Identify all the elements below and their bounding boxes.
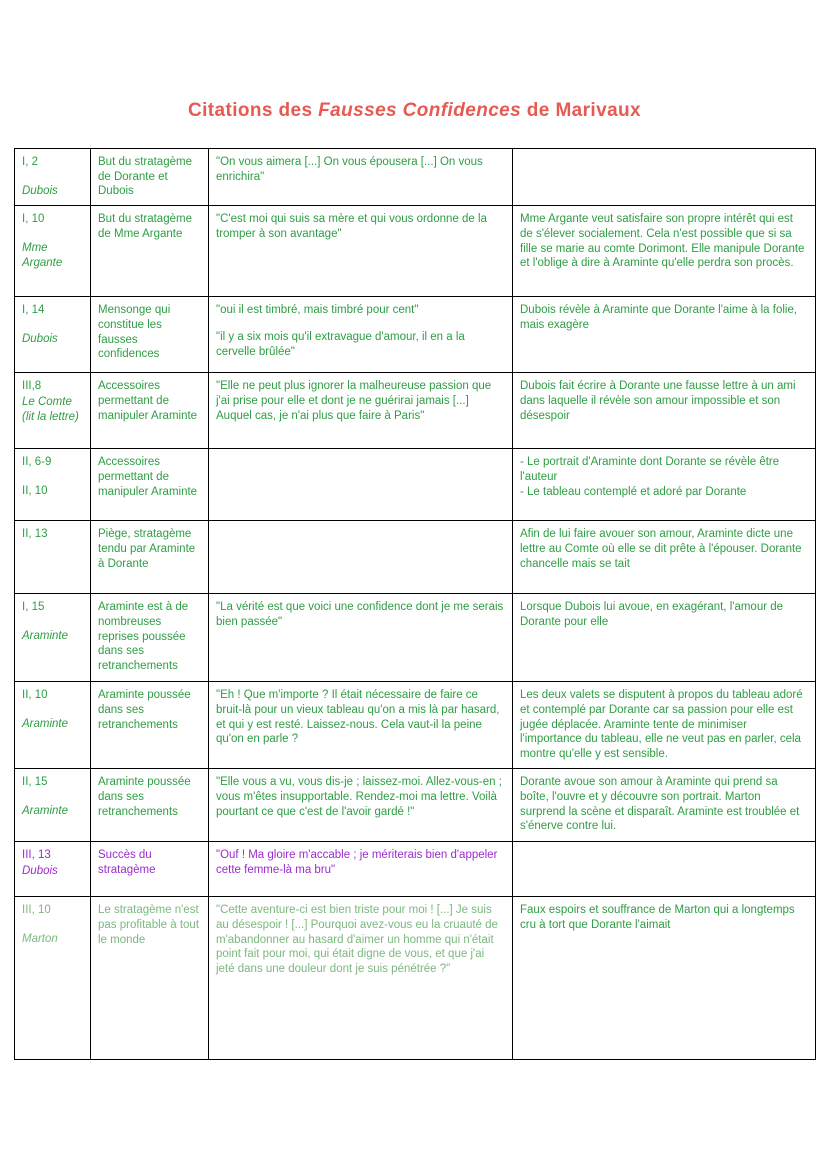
table-row (15, 682, 816, 769)
quote-text: "La vérité est que voici une confidence dont je me serais bien passée" (216, 601, 504, 628)
commentary-cell (513, 521, 816, 594)
quote-text: "On vous aimera [...] On vous épousera [...] On vous enrichira" (216, 156, 483, 183)
scene-ref: II, 10 (22, 689, 48, 702)
scene-ref: I, 14 (22, 304, 45, 317)
quote-text: "C'est moi qui suis sa mère et qui vous ordonne de la tromper à son avantage" (216, 213, 487, 240)
table-row (15, 149, 816, 206)
table-row (15, 897, 816, 1060)
context-cell (91, 682, 209, 769)
quote-cell (209, 449, 513, 521)
context-text: Araminte est à de nombreuses reprises poussée dans ses retranchements (98, 601, 189, 673)
context-cell (91, 769, 209, 842)
ref-cell (15, 297, 91, 373)
table-row (15, 206, 816, 297)
citations-table (14, 148, 816, 1060)
quote-cell (209, 149, 513, 206)
context-text: Succès du stratagème (98, 849, 156, 876)
quote-text: "il y a six mois qu'il extravague d'amour, il en a la cervelle brûlée" (216, 330, 465, 358)
context-cell (91, 206, 209, 297)
commentary-text: Les deux valets se disputent à propos du tableau adoré et contemplé par Dorante car sa passion pour elle est jugée déplacée. Araminte tente de minimiser l'importance du tableau, elle ne veut pas en parler, cela montre qu'elle y est sensible. (520, 689, 803, 761)
table-row (15, 594, 816, 682)
quote-text: "Elle ne peut plus ignorer la malheureuse passion que j'ai prise pour elle et dont je ne guérirai jamais [...] Auquel cas, je n'ai plus que faire à Paris" (216, 380, 492, 422)
commentary-text: Dubois révèle à Araminte que Dorante l'aime à la folie, mais exagère (520, 304, 798, 331)
ref-cell (15, 373, 91, 449)
character-name: Dubois (22, 184, 58, 197)
quote-cell (209, 842, 513, 897)
table-row (15, 449, 816, 521)
character-name: Dubois (22, 864, 58, 877)
context-cell (91, 521, 209, 594)
scene-ref: III, 13 (22, 849, 51, 862)
quote-cell (209, 594, 513, 682)
context-cell (91, 449, 209, 521)
ref-cell (15, 682, 91, 769)
quote-text: "Cette aventure-ci est bien triste pour moi ! [...] Je suis au désespoir ! [...] Pourquoi avez-vous eu la cruauté de m'abandonner au hasard d'aimer un homme qui n'était point fait pour moi, qui était digne de vous, et que j'ai jeté dans une douleur dont je suis pénétrée ?" (216, 904, 498, 976)
character-name: Araminte (22, 717, 69, 730)
commentary-cell (513, 449, 816, 521)
context-text: Accessoires permettant de manipuler Araminte (98, 456, 198, 498)
character-name: Le Comte (lit la lettre) (22, 395, 79, 423)
ref-cell (15, 842, 91, 897)
ref-cell (15, 769, 91, 842)
commentary-cell (513, 842, 816, 897)
table-row (15, 373, 816, 449)
scene-ref: I, 15 (22, 601, 45, 614)
character-name: Araminte (22, 629, 69, 642)
scene-ref: II, 15 (22, 776, 48, 789)
context-cell (91, 373, 209, 449)
ref-cell (15, 149, 91, 206)
context-text: But du stratagème de Dorante et Dubois (98, 156, 192, 198)
quote-cell (209, 521, 513, 594)
quote-cell (209, 297, 513, 373)
commentary-cell (513, 682, 816, 769)
commentary-cell (513, 897, 816, 1060)
commentary-cell (513, 373, 816, 449)
commentary-cell (513, 769, 816, 842)
commentary-text: - Le tableau contemplé et adoré par Dorante (520, 485, 747, 498)
commentary-cell (513, 149, 816, 206)
quote-text: "Ouf ! Ma gloire m'accable ; je mériterais bien d'appeler cette femme-là ma bru" (216, 849, 498, 876)
quote-cell (209, 769, 513, 842)
context-text: Mensonge qui constitue les fausses confidences (98, 304, 171, 361)
context-text: But du stratagème de Mme Argante (98, 213, 192, 240)
scene-ref: III, 10 (22, 904, 51, 917)
character-name: Araminte (22, 804, 69, 817)
ref-cell (15, 206, 91, 297)
context-text: Araminte poussée dans ses retranchements (98, 776, 191, 818)
context-cell (91, 594, 209, 682)
ref-cell (15, 521, 91, 594)
table-row (15, 842, 816, 897)
commentary-text: Dorante avoue son amour à Araminte qui prend sa boîte, l'ouvre et y découvre son portrait. Marton surprend la scène et disparaît. Araminte est troublée et s'énerve contre lui. (520, 776, 800, 833)
quote-cell (209, 682, 513, 769)
commentary-text: Lorsque Dubois lui avoue, en exagérant, l'amour de Dorante pour elle (520, 601, 784, 628)
quote-cell (209, 206, 513, 297)
quote-text: "Elle vous a vu, vous dis-je ; laissez-moi. Allez-vous-en ; vous m'êtes insupportable. Rendez-moi ma lettre. Voilà pourtant ce que c'est de l'avoir gardé !" (216, 776, 502, 818)
quote-cell (209, 373, 513, 449)
scene-ref: II, 13 (22, 528, 48, 541)
page-title (14, 100, 815, 122)
scene-ref: I, 2 (22, 156, 38, 168)
ref-cell (15, 897, 91, 1060)
table-row (15, 521, 816, 594)
quote-text: "Eh ! Que m'importe ? Il était nécessaire de faire ce bruit-là pour un vieux tableau qu'on a mis là par hasard, et qui y est resté. Laissez-nous. Cela vaut-il la peine qu'on en parle ? (216, 689, 500, 746)
scene-ref: I, 10 (22, 213, 45, 226)
commentary-text: - Le portrait d'Araminte dont Dorante se révèle être l'auteur (520, 456, 780, 483)
commentary-text: Afin de lui faire avouer son amour, Araminte dicte une lettre au Comte où elle se dit prête à l'épouser. Dorante chancelle mais se tait (520, 528, 802, 570)
table-row (15, 769, 816, 842)
table-row (15, 297, 816, 373)
title-prefix: Citations des (187, 100, 319, 121)
context-text: Piège, stratagème tendu par Araminte à Dorante (98, 528, 196, 570)
scene-ref-2: II, 10 (22, 484, 48, 497)
context-cell (91, 842, 209, 897)
commentary-cell (513, 297, 816, 373)
character-name: Marton (22, 932, 58, 945)
commentary-cell (513, 594, 816, 682)
title-italic: Fausses Confidences (318, 100, 522, 121)
quote-cell (209, 897, 513, 1060)
character-name: Dubois (22, 332, 58, 345)
context-text: Araminte poussée dans ses retranchements (98, 689, 191, 731)
commentary-text: Mme Argante veut satisfaire son propre intérêt qui est de s'élever socialement. Cela n'est possible que si sa fille se marie au comte Dorimont. Elle manipule Dorante et l'oblige à dire à Araminte qu'elle perdra son procès. (520, 213, 805, 270)
quote-text: "oui il est timbré, mais timbré pour cent" (216, 304, 419, 317)
ref-cell (15, 449, 91, 521)
context-text: Le stratagème n'est pas profitable à tout le monde (98, 904, 200, 946)
commentary-text: Dubois fait écrire à Dorante une fausse lettre à un ami dans laquelle il révèle son amour impossible et son désespoir (520, 380, 796, 422)
context-cell (91, 897, 209, 1060)
context-cell (91, 297, 209, 373)
scene-ref: II, 6-9 (22, 456, 52, 469)
commentary-cell (513, 206, 816, 297)
commentary-text: Faux espoirs et souffrance de Marton qui a longtemps cru à tort que Dorante l'aimait (520, 904, 795, 931)
scene-ref: III,8 (22, 380, 42, 393)
character-name: Mme Argante (22, 241, 63, 269)
citations-table-body (15, 149, 816, 1060)
title-suffix: de Marivaux (521, 100, 642, 121)
context-text: Accessoires permettant de manipuler Araminte (98, 380, 198, 422)
context-cell (91, 149, 209, 206)
ref-cell (15, 594, 91, 682)
